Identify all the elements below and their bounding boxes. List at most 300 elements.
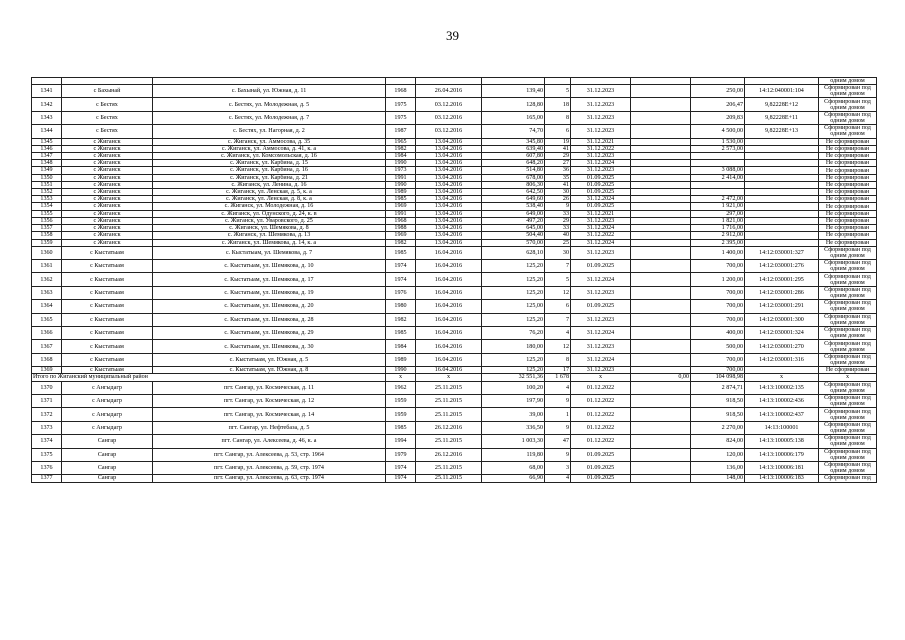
cadastral-number-cell: 14:13:100005:138 bbox=[745, 435, 819, 448]
deadline-cell: 31.12.2023 bbox=[571, 246, 631, 259]
land-status-cell: Не сформирован bbox=[819, 367, 877, 374]
settlement-cell: с Ангыдагр bbox=[62, 408, 153, 421]
address-cell: с. Кыстатыам, ул. Южная, д. 5 bbox=[153, 353, 386, 366]
area-cell: 648,20 bbox=[482, 160, 545, 167]
table-row bbox=[32, 189, 877, 196]
recognition-date-cell: 26.04.2016 bbox=[416, 85, 482, 98]
value-1-cell bbox=[631, 461, 691, 474]
total-cadastral-cell: x bbox=[745, 374, 819, 381]
deadline-cell: 31.12.2023 bbox=[571, 153, 631, 160]
recognition-date-cell: 16.04.2016 bbox=[416, 300, 482, 313]
build-year-cell: 1984 bbox=[386, 153, 416, 160]
area-cell: 649,00 bbox=[482, 210, 545, 217]
address-cell: с. Кыстатыам, ул. Шемякова, д. 10 bbox=[153, 260, 386, 273]
row-number-cell: 1362 bbox=[32, 273, 62, 286]
table-row bbox=[32, 181, 877, 188]
land-status-cell: Сформирован под одним домом bbox=[819, 98, 877, 111]
residents-cell: 33 bbox=[545, 210, 571, 217]
cadastral-number-cell: 9,82228E+12 bbox=[745, 98, 819, 111]
cadastral-number-cell: 14:13:100001 bbox=[745, 421, 819, 434]
value-2-cell: 700,00 bbox=[691, 367, 745, 374]
cadastral-number-cell bbox=[745, 160, 819, 167]
value-1-cell bbox=[631, 203, 691, 210]
row-number-cell: 1369 bbox=[32, 367, 62, 374]
table-row bbox=[32, 85, 877, 98]
settlement-cell: с Жиганск bbox=[62, 210, 153, 217]
housing-register-table bbox=[31, 77, 877, 483]
value-1-cell bbox=[631, 395, 691, 408]
build-year-cell: 1974 bbox=[386, 475, 416, 482]
total-row bbox=[32, 374, 877, 381]
value-2-cell: 700,00 bbox=[691, 313, 745, 326]
deadline-cell: 01.09.2025 bbox=[571, 203, 631, 210]
value-1-cell bbox=[631, 475, 691, 482]
area-cell: 125,20 bbox=[482, 260, 545, 273]
row-number-cell: 1343 bbox=[32, 111, 62, 124]
value-2-cell bbox=[691, 153, 745, 160]
deadline-cell: 31.12.2023 bbox=[571, 217, 631, 224]
land-status-cell: Сформирован под одним домом bbox=[819, 461, 877, 474]
residents-cell: 17 bbox=[545, 367, 571, 374]
residents-cell: 29 bbox=[545, 153, 571, 160]
deadline-cell: 01.09.2025 bbox=[571, 300, 631, 313]
value-2-cell: 824,00 bbox=[691, 435, 745, 448]
table-row bbox=[32, 153, 877, 160]
table-row bbox=[32, 448, 877, 461]
value-2-cell: 2 912,00 bbox=[691, 232, 745, 239]
value-1-cell bbox=[631, 286, 691, 299]
page-number: 39 bbox=[446, 28, 459, 43]
area-cell: 66,90 bbox=[482, 475, 545, 482]
build-year-cell: 1974 bbox=[386, 260, 416, 273]
deadline-cell: 01.09.2025 bbox=[571, 448, 631, 461]
build-year-cell: 1987 bbox=[386, 125, 416, 138]
table-row bbox=[32, 125, 877, 138]
residents-cell: 4 bbox=[545, 327, 571, 340]
residents-cell: 9 bbox=[545, 421, 571, 434]
area-cell: 125,20 bbox=[482, 286, 545, 299]
residents-cell: 40 bbox=[545, 232, 571, 239]
recognition-date-cell: 16.04.2016 bbox=[416, 327, 482, 340]
land-status-cell: Не сформирован bbox=[819, 225, 877, 232]
address-cell: с. Бестях, ул. Молодежная, д. 5 bbox=[153, 98, 386, 111]
row-number-cell: 1349 bbox=[32, 167, 62, 174]
address-cell: с. Жиганск, ул. Карбина, д. 21 bbox=[153, 174, 386, 181]
settlement-cell: с Кыстатыам bbox=[62, 353, 153, 366]
value-1-cell bbox=[631, 273, 691, 286]
cadastral-number-cell: 14:13:100002:436 bbox=[745, 395, 819, 408]
deadline-cell: 31.12.2024 bbox=[571, 239, 631, 246]
row-number-cell: 1360 bbox=[32, 246, 62, 259]
cadastral-number-cell: 14:12:030001:327 bbox=[745, 246, 819, 259]
build-year-cell: 1990 bbox=[386, 367, 416, 374]
build-year-cell: 1962 bbox=[386, 381, 416, 394]
area-cell: 125,20 bbox=[482, 367, 545, 374]
table-row bbox=[32, 286, 877, 299]
value-2-cell: 4 500,00 bbox=[691, 125, 745, 138]
address-cell: с. Кыстатыам, ул. Южная, д. 8 bbox=[153, 367, 386, 374]
land-status-cell: Не сформирован bbox=[819, 210, 877, 217]
deadline-cell: 01.12.2022 bbox=[571, 435, 631, 448]
recognition-date-cell: 13.04.2016 bbox=[416, 160, 482, 167]
residents-cell: 29 bbox=[545, 217, 571, 224]
settlement-cell: с Кыстатыам bbox=[62, 246, 153, 259]
cadastral-number-cell: 14:12:030001:324 bbox=[745, 327, 819, 340]
value-2-cell: 136,00 bbox=[691, 461, 745, 474]
value-2-cell: 3 088,00 bbox=[691, 167, 745, 174]
address-cell: с. Кыстатыам, ул. Шемякова, д. 7 bbox=[153, 246, 386, 259]
area-cell: 497,20 bbox=[482, 217, 545, 224]
settlement-cell: с Бестях bbox=[62, 98, 153, 111]
cadastral-number-cell: 14:12:030001:276 bbox=[745, 260, 819, 273]
cadastral-number-cell bbox=[745, 189, 819, 196]
address-cell: с. Жиганск, ул. Шемякова, д. 14, к. а bbox=[153, 239, 386, 246]
build-year-cell: 1988 bbox=[386, 225, 416, 232]
residents-cell: 18 bbox=[545, 98, 571, 111]
build-year-cell: 1968 bbox=[386, 85, 416, 98]
address-cell: с. Кыстатыам, ул. Шемякова, д. 29 bbox=[153, 327, 386, 340]
row-number-cell: 1355 bbox=[32, 210, 62, 217]
settlement-cell: с Ангыдагр bbox=[62, 381, 153, 394]
area-cell: 607,80 bbox=[482, 153, 545, 160]
residents-cell: 3 bbox=[545, 461, 571, 474]
value-1-cell bbox=[631, 327, 691, 340]
value-1-cell bbox=[631, 153, 691, 160]
recognition-date-cell: 13.04.2016 bbox=[416, 145, 482, 152]
deadline-cell: 31.12.2024 bbox=[571, 160, 631, 167]
deadline-cell: 31.12.2023 bbox=[571, 313, 631, 326]
recognition-date-cell: 13.04.2016 bbox=[416, 138, 482, 145]
area-cell: 642,50 bbox=[482, 189, 545, 196]
cadastral-number-cell bbox=[745, 217, 819, 224]
row-number-cell: 1347 bbox=[32, 153, 62, 160]
cadastral-number-cell: 14:12:030001:270 bbox=[745, 340, 819, 353]
settlement-cell: с Кыстатыам bbox=[62, 327, 153, 340]
table-row bbox=[32, 232, 877, 239]
residents-cell: 30 bbox=[545, 189, 571, 196]
build-year-cell: 1959 bbox=[386, 395, 416, 408]
table-row bbox=[32, 300, 877, 313]
value-1-cell bbox=[631, 196, 691, 203]
residents-cell: 19 bbox=[545, 138, 571, 145]
residents-cell: 8 bbox=[545, 353, 571, 366]
residents-cell: 7 bbox=[545, 313, 571, 326]
deadline-cell: 31.12.2023 bbox=[571, 167, 631, 174]
settlement-cell: с Кыстатыам bbox=[62, 260, 153, 273]
address-cell: с. Жиганск, ул. Ленская, д. 8, к. а bbox=[153, 196, 386, 203]
build-year-cell: 1968 bbox=[386, 217, 416, 224]
land-status-cell: Не сформирован bbox=[819, 153, 877, 160]
area-cell: 180,00 bbox=[482, 340, 545, 353]
deadline-cell: 31.12.2023 bbox=[571, 98, 631, 111]
area-cell: 68,00 bbox=[482, 461, 545, 474]
settlement-cell: с Кыстатыам bbox=[62, 367, 153, 374]
settlement-cell: Сангар bbox=[62, 461, 153, 474]
build-year-cell: 1982 bbox=[386, 145, 416, 152]
row-number-cell: 1366 bbox=[32, 327, 62, 340]
value-2-cell: 700,00 bbox=[691, 260, 745, 273]
area-cell: 74,70 bbox=[482, 125, 545, 138]
settlement-cell: с Бестях bbox=[62, 125, 153, 138]
value-2-cell: 2 270,00 bbox=[691, 421, 745, 434]
row-number-cell: 1350 bbox=[32, 174, 62, 181]
area-cell: 125,20 bbox=[482, 353, 545, 366]
total-date-cell: x bbox=[416, 374, 482, 381]
cadastral-number-cell: 14:12:030001:316 bbox=[745, 353, 819, 366]
settlement-cell: с Ангыдагр bbox=[62, 421, 153, 434]
settlement-cell: с Жиганск bbox=[62, 189, 153, 196]
cadastral-number-cell: 14:13:100006:181 bbox=[745, 461, 819, 474]
cadastral-number-cell bbox=[745, 181, 819, 188]
build-year-cell: 1990 bbox=[386, 181, 416, 188]
area-cell: 128,80 bbox=[482, 98, 545, 111]
build-year-cell: 1984 bbox=[386, 340, 416, 353]
address-cell: с. Жиганск, ул. Молодежная, д. 16 bbox=[153, 203, 386, 210]
deadline-cell: 01.09.2025 bbox=[571, 189, 631, 196]
value-2-cell bbox=[691, 181, 745, 188]
settlement-cell: с Жиганск bbox=[62, 203, 153, 210]
build-year-cell: 1975 bbox=[386, 111, 416, 124]
build-year-cell: 1982 bbox=[386, 239, 416, 246]
cadastral-number-cell bbox=[745, 210, 819, 217]
land-status-cell: Не сформирован bbox=[819, 167, 877, 174]
address-cell: пгт. Сангар, ул. Космическая, д. 12 bbox=[153, 395, 386, 408]
land-status-cell: Сформирован под bbox=[819, 475, 877, 482]
area-cell: 514,80 bbox=[482, 167, 545, 174]
address-cell: пгт. Сангар, ул. Космическая, д. 11 bbox=[153, 381, 386, 394]
row-number-cell: 1345 bbox=[32, 138, 62, 145]
deadline-cell: 31.12.2024 bbox=[571, 273, 631, 286]
cadastral-number-cell bbox=[745, 232, 819, 239]
settlement-cell: с Кыстатыам bbox=[62, 313, 153, 326]
settlement-cell: с Жиганск bbox=[62, 138, 153, 145]
residents-cell: 8 bbox=[545, 111, 571, 124]
build-year-cell: 1994 bbox=[386, 435, 416, 448]
area-cell: 645,00 bbox=[482, 225, 545, 232]
address-cell: с. Жиганск, ул. Шемякова, д. 13 bbox=[153, 232, 386, 239]
land-status-cell: Сформирован под одним домом bbox=[819, 381, 877, 394]
residents-cell: 7 bbox=[545, 260, 571, 273]
build-year-cell: 1974 bbox=[386, 273, 416, 286]
table-row bbox=[32, 167, 877, 174]
cadastral-number-cell: 14:12:030001:295 bbox=[745, 273, 819, 286]
land-status-cell: Сформирован под одним домом bbox=[819, 111, 877, 124]
land-status-cell: Не сформирован bbox=[819, 232, 877, 239]
value-2-cell: 1 200,00 bbox=[691, 273, 745, 286]
address-cell: пгт. Сангар, ул. Алексеева, д. 46, к. а bbox=[153, 435, 386, 448]
table-row bbox=[32, 340, 877, 353]
value-2-cell: 1 921,00 bbox=[691, 203, 745, 210]
recognition-date-cell: 03.12.2016 bbox=[416, 98, 482, 111]
deadline-cell: 31.12.2023 bbox=[571, 125, 631, 138]
cadastral-number-cell: 9,82228E+13 bbox=[745, 125, 819, 138]
build-year-cell: 1985 bbox=[386, 327, 416, 340]
build-year-cell: 1985 bbox=[386, 421, 416, 434]
area-cell: 678,00 bbox=[482, 174, 545, 181]
land-status-cell: Не сформирован bbox=[819, 189, 877, 196]
value-1-cell bbox=[631, 381, 691, 394]
deadline-cell: 31.12.2021 bbox=[571, 138, 631, 145]
residents-cell: 5 bbox=[545, 85, 571, 98]
land-status-cell: Сформирован под одним домом bbox=[819, 353, 877, 366]
row-number-cell: 1346 bbox=[32, 145, 62, 152]
build-year-cell: 1969 bbox=[386, 203, 416, 210]
recognition-date-cell: 16.04.2016 bbox=[416, 260, 482, 273]
address-cell: с. Жиганск, ул. Комсомольская, д. 16 bbox=[153, 153, 386, 160]
value-2-cell: 1 400,00 bbox=[691, 246, 745, 259]
address-cell: с. Жиганск, ул. Аммосова, д. 41, к. а bbox=[153, 145, 386, 152]
value-1-cell bbox=[631, 232, 691, 239]
address-cell: пгт. Сангар, ул. Космическая, д. 14 bbox=[153, 408, 386, 421]
cadastral-number-cell bbox=[745, 239, 819, 246]
address-cell: с. Жиганск, ул. Карбина, д. 15 bbox=[153, 160, 386, 167]
recognition-date-cell: 16.04.2016 bbox=[416, 367, 482, 374]
settlement-cell: с Жиганск bbox=[62, 232, 153, 239]
land-status-cell: Сформирован под одним домом bbox=[819, 395, 877, 408]
build-year-cell: 1985 bbox=[386, 246, 416, 259]
settlement-cell: с Бестях bbox=[62, 111, 153, 124]
value-1-cell bbox=[631, 421, 691, 434]
settlement-cell: с Жиганск bbox=[62, 167, 153, 174]
top-continuation-row bbox=[32, 78, 877, 85]
value-2-cell: 918,50 bbox=[691, 395, 745, 408]
value-2-cell: 250,00 bbox=[691, 85, 745, 98]
deadline-cell: 01.12.2022 bbox=[571, 421, 631, 434]
land-status-cell: Сформирован под одним домом bbox=[819, 408, 877, 421]
deadline-cell: 01.09.2025 bbox=[571, 181, 631, 188]
row-number-cell: 1359 bbox=[32, 239, 62, 246]
area-cell: 125,20 bbox=[482, 313, 545, 326]
land-status-cell: Не сформирован bbox=[819, 138, 877, 145]
value-2-cell: 1 716,00 bbox=[691, 225, 745, 232]
row-number-cell: 1364 bbox=[32, 300, 62, 313]
recognition-date-cell: 13.04.2016 bbox=[416, 189, 482, 196]
land-status-cell: Не сформирован bbox=[819, 174, 877, 181]
build-year-cell: 1980 bbox=[386, 300, 416, 313]
table-row bbox=[32, 210, 877, 217]
value-2-cell: 209,83 bbox=[691, 111, 745, 124]
residents-cell: 1 bbox=[545, 408, 571, 421]
row-number-cell: 1348 bbox=[32, 160, 62, 167]
settlement-cell: с Кыстатыам bbox=[62, 300, 153, 313]
row-number-cell: 1357 bbox=[32, 225, 62, 232]
cadastral-number-cell bbox=[745, 145, 819, 152]
recognition-date-cell: 13.04.2016 bbox=[416, 181, 482, 188]
table-row bbox=[32, 353, 877, 366]
table-row bbox=[32, 313, 877, 326]
area-cell: 100,20 bbox=[482, 381, 545, 394]
land-status-cell: Сформирован под одним домом bbox=[819, 448, 877, 461]
residents-cell: 12 bbox=[545, 340, 571, 353]
value-2-cell: 700,00 bbox=[691, 353, 745, 366]
land-status-cell: Сформирован под одним домом bbox=[819, 313, 877, 326]
recognition-date-cell: 13.04.2016 bbox=[416, 203, 482, 210]
recognition-date-cell: 13.04.2016 bbox=[416, 167, 482, 174]
deadline-cell: 01.09.2025 bbox=[571, 461, 631, 474]
recognition-date-cell: 25.11.2015 bbox=[416, 408, 482, 421]
row-number-cell: 1363 bbox=[32, 286, 62, 299]
settlement-cell: с Жиганск bbox=[62, 145, 153, 152]
build-year-cell: 1976 bbox=[386, 286, 416, 299]
table-row bbox=[32, 196, 877, 203]
settlement-cell: Сангар bbox=[62, 448, 153, 461]
address-cell: пгт. Сангар, ул. Нефтебаза, д. 5 bbox=[153, 421, 386, 434]
area-cell: 628,10 bbox=[482, 246, 545, 259]
row-number-cell: 1342 bbox=[32, 98, 62, 111]
table-row bbox=[32, 145, 877, 152]
table-row bbox=[32, 461, 877, 474]
residents-cell: 4 bbox=[545, 381, 571, 394]
land-status-cell: Не сформирован bbox=[819, 217, 877, 224]
area-cell: 76,20 bbox=[482, 327, 545, 340]
table-row bbox=[32, 111, 877, 124]
table-row bbox=[32, 395, 877, 408]
value-1-cell bbox=[631, 217, 691, 224]
settlement-cell: с Кыстатыам bbox=[62, 273, 153, 286]
settlement-cell: с Жиганск bbox=[62, 153, 153, 160]
value-2-cell: 2 573,00 bbox=[691, 145, 745, 152]
address-cell: с. Жиганск, ул. Одунского, д. 24, к. в bbox=[153, 210, 386, 217]
settlement-cell: с Ангыдагр bbox=[62, 395, 153, 408]
table-row bbox=[32, 217, 877, 224]
address-cell: с. Бестях, ул. Молодежная, д. 7 bbox=[153, 111, 386, 124]
value-2-cell: 148,00 bbox=[691, 475, 745, 482]
settlement-cell: с Жиганск bbox=[62, 239, 153, 246]
build-year-cell: 1991 bbox=[386, 174, 416, 181]
land-status-cell: Сформирован под одним домом bbox=[819, 300, 877, 313]
table-row bbox=[32, 98, 877, 111]
settlement-cell: с Жиганск bbox=[62, 181, 153, 188]
value-2-cell: 2 395,00 bbox=[691, 239, 745, 246]
land-status-cell: Не сформирован bbox=[819, 239, 877, 246]
value-1-cell bbox=[631, 210, 691, 217]
residents-cell: 6 bbox=[545, 125, 571, 138]
value-1-cell bbox=[631, 167, 691, 174]
row-number-cell: 1341 bbox=[32, 85, 62, 98]
value-1-cell bbox=[631, 300, 691, 313]
recognition-date-cell: 03.12.2016 bbox=[416, 125, 482, 138]
residents-cell: 9 bbox=[545, 448, 571, 461]
settlement-cell: Сангар bbox=[62, 435, 153, 448]
total-residents-cell: 1 678 bbox=[545, 374, 571, 381]
value-1-cell bbox=[631, 340, 691, 353]
value-1-cell bbox=[631, 313, 691, 326]
land-status-cell: Сформирован под одним домом bbox=[819, 286, 877, 299]
address-cell: с. Жиганск, ул. Уваровского, д. 25 bbox=[153, 217, 386, 224]
recognition-date-cell: 26.12.2016 bbox=[416, 421, 482, 434]
build-year-cell: 1959 bbox=[386, 408, 416, 421]
address-cell: с. Кыстатыам, ул. Шемякова, д. 28 bbox=[153, 313, 386, 326]
table-row bbox=[32, 174, 877, 181]
cadastral-number-cell: 14:13:100006:183 bbox=[745, 475, 819, 482]
recognition-date-cell: 16.04.2016 bbox=[416, 273, 482, 286]
value-1-cell bbox=[631, 181, 691, 188]
area-cell: 139,40 bbox=[482, 85, 545, 98]
area-cell: 336,50 bbox=[482, 421, 545, 434]
settlement-cell: с Кыстатыам bbox=[62, 286, 153, 299]
value-2-cell bbox=[691, 189, 745, 196]
table-row bbox=[32, 225, 877, 232]
value-1-cell bbox=[631, 160, 691, 167]
recognition-date-cell: 13.04.2016 bbox=[416, 239, 482, 246]
address-cell: пгт. Сангар, ул. Алексеева, д. 63, стр. 1974 bbox=[153, 475, 386, 482]
build-year-cell: 1969 bbox=[386, 232, 416, 239]
value-2-cell: 1 530,00 bbox=[691, 138, 745, 145]
table-row bbox=[32, 138, 877, 145]
deadline-cell: 31.12.2023 bbox=[571, 367, 631, 374]
land-status-cell: Не сформирован bbox=[819, 196, 877, 203]
area-cell: 649,60 bbox=[482, 196, 545, 203]
